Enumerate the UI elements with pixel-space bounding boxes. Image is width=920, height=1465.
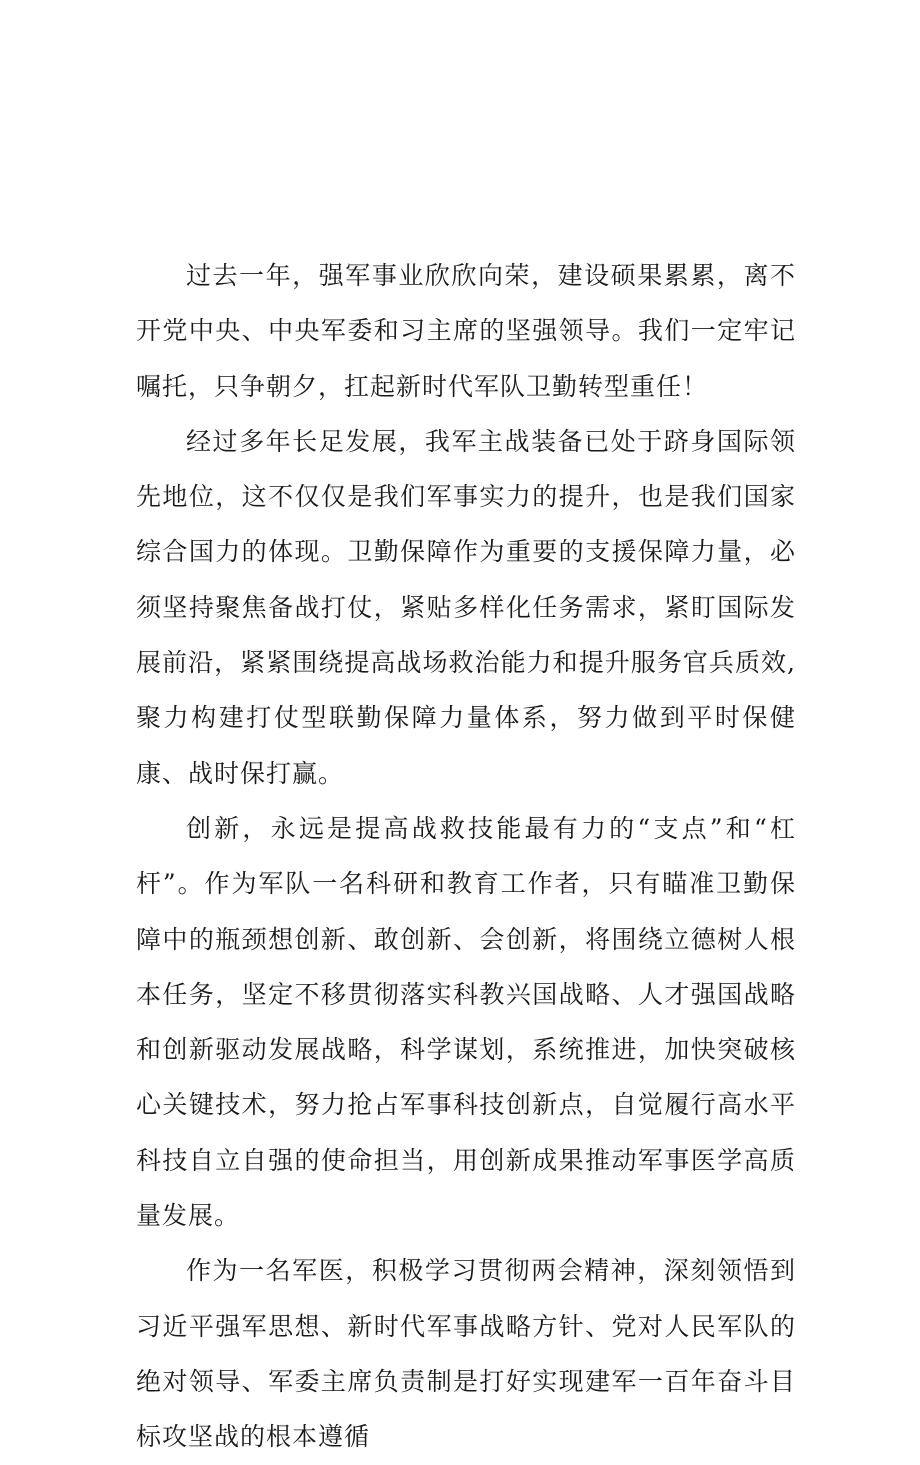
paragraph-1: 过去一年，强军事业欣欣向荣，建设硕果累累，离不开党中央、中央军委和习主席的坚强领导。我们一定牢记嘱托，只争朝夕，扛起新时代军队卫勤转型重任！ — [136, 261, 796, 401]
paragraph-2: 经过多年长足发展，我军主战装备已处于跻身国际领先地位，这不仅仅是我们军事实力的提升，也是我们国家综合国力的体现。卫勤保障作为重要的支援保障力量，必须坚持聚焦备战打仗，紧贴多样化任务需求，紧盯国际发展前沿，紧紧围绕提高战场救治能力和提升服务官兵质效,聚力构建打仗型联勤保障力量体系，努力做到平时保健康、战时保打赢。 — [136, 426, 796, 788]
paragraph-3: 创新，永远是提高战救技能最有力的“支点”和“杠杆”。作为军队一名科研和教育工作者，只有瞄准卫勤保障中的瓶颈想创新、敢创新、会创新，将围绕立德树人根本任务，坚定不移贯彻落实科教兴国战略、人才强国战略和创新驱动发展战略，科学谋划，系统推进，加快突破核心关键技术，努力抢占军事科技创新点，自觉履行高水平科技自立自强的使命担当，用创新成果推动军事医学高质量发展。 — [136, 813, 796, 1231]
paragraph-4: 作为一名军医，积极学习贯彻两会精神，深刻领悟到习近平强军思想、新时代军事战略方针、党对人民军队的绝对领导、军委主席负责制是打好实现建军一百年奋斗目标攻坚战的根本遵循 — [136, 1256, 796, 1452]
document-body — [136, 248, 796, 1465]
